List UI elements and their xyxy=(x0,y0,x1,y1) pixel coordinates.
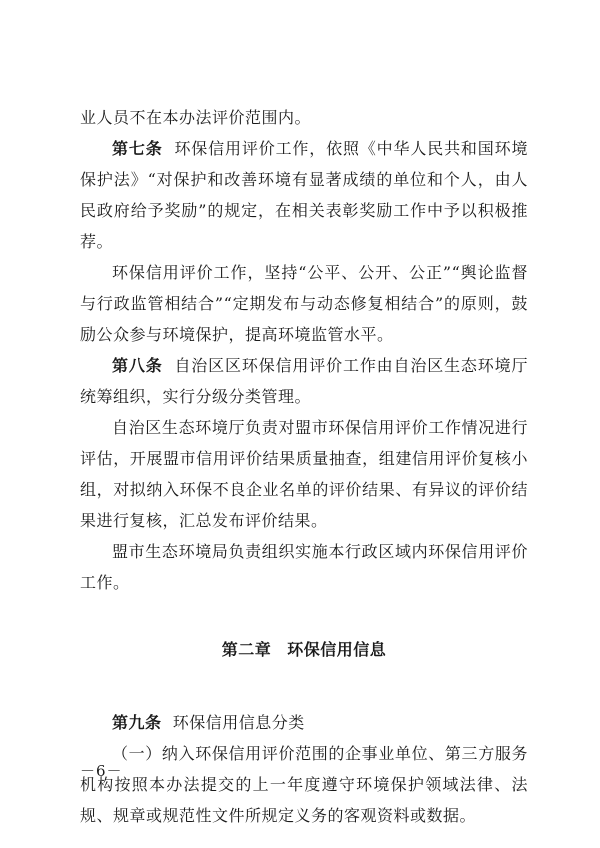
item-1-paragraph xyxy=(80,738,528,831)
paragraph-text: 环保信用评价工作，依照《中华人民共和国环境保护法》“对保护和改善环境有显著成绩的单位和个人，由人民政府给予奖励”的规定，在相关表彰奖励工作中予以积极推荐。 xyxy=(80,139,528,251)
document-body xyxy=(80,102,528,831)
paragraph-text: 业人员不在本办法评价范围内。 xyxy=(80,108,312,127)
article-number: 第九条 xyxy=(112,713,162,732)
principles-paragraph xyxy=(80,257,528,350)
article-8-paragraph xyxy=(80,350,528,412)
league-city-duty-paragraph xyxy=(80,536,528,598)
paragraph-text: 环保信用评价工作，坚持“公平、公开、公正”“舆论监督与行政监管相结合”“定期发布与动态修复相结合”的原则，鼓励公众参与环境保护，提高环境监管水平。 xyxy=(80,263,528,344)
department-duty-paragraph xyxy=(80,412,528,536)
paragraph-continuation xyxy=(80,102,528,133)
article-7-paragraph xyxy=(80,133,528,257)
paragraph-text: （一）纳入环保信用评价范围的企事业单位、第三方服务机构按照本办法提交的上一年度遵守环境保护领域法律、法规、规章或规范性文件所规定义务的客观资料或数据。 xyxy=(80,744,528,825)
paragraph-text: 盟市生态环境局负责组织实施本行政区域内环保信用评价工作。 xyxy=(80,542,528,592)
chapter-title: 环保信用信息 xyxy=(287,640,387,659)
paragraph-text: 环保信用信息分类 xyxy=(172,713,305,732)
chapter-heading xyxy=(80,634,528,665)
article-number: 第八条 xyxy=(112,356,163,375)
chapter-number: 第二章 xyxy=(221,640,272,659)
article-number: 第七条 xyxy=(112,139,163,158)
page-number: －6－ xyxy=(80,762,123,780)
paragraph-text: 自治区生态环境厅负责对盟市环保信用评价工作情况进行评估，开展盟市信用评价结果质量抽查，组建信用评价复核小组，对拟纳入环保不良企业名单的评价结果、有异议的评价结果进行复核，汇总发布评价结果。 xyxy=(80,418,528,530)
article-9-paragraph xyxy=(80,707,528,738)
paragraph-text: 自治区区环保信用评价工作由自治区生态环境厅统筹组织，实行分级分类管理。 xyxy=(80,356,528,406)
